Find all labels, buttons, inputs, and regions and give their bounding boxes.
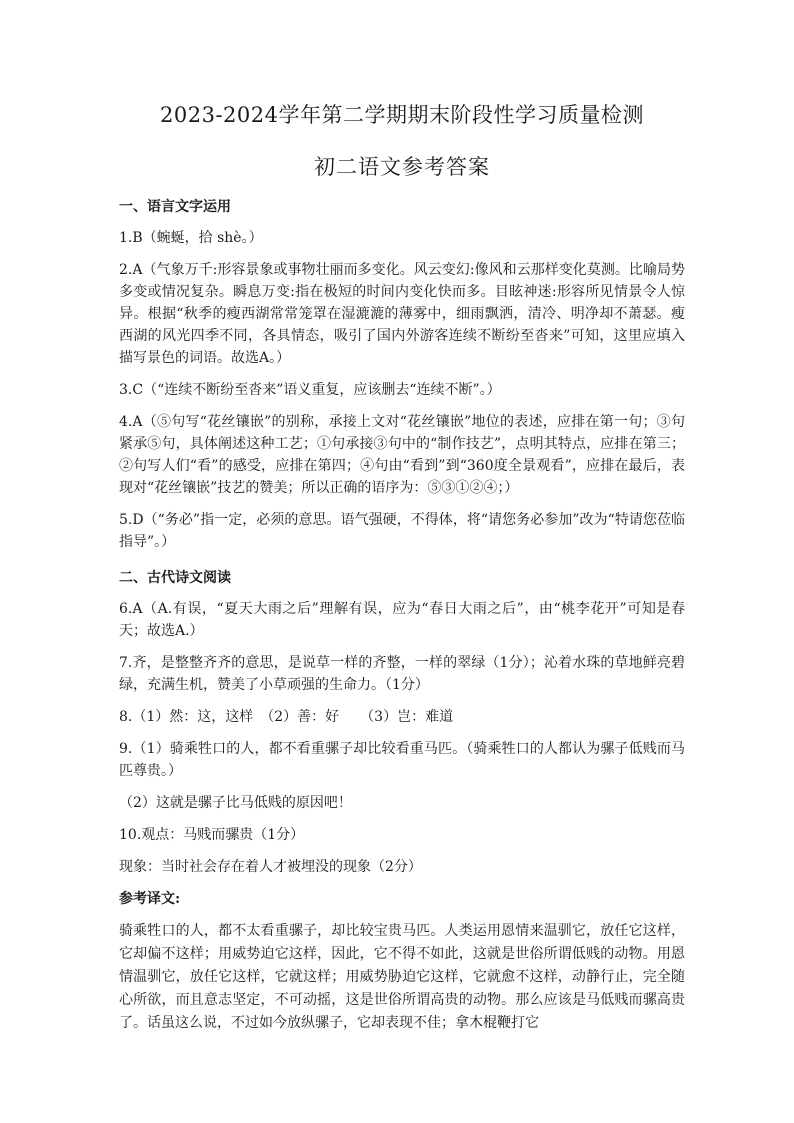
answer-item-6: 6.A（A.有误，“夏天大雨之后”理解有误，应为“春日大雨之后”，由“桃李花开”可知是春天；故选A.）	[119, 601, 685, 639]
answer-sheet	[119, 100, 685, 1035]
answer-item-2: 2.A（气象万千:形容景象或事物壮丽而多变化。风云变幻:像风和云那样变化莫测。比喻局势多变或情况复杂。瞬息万变:指在极短的时间内变化快而多。目眩神迷:形容所见情景令人惊异。根据“秋季的瘦西湖常常笼罩在湿漉漉的薄雾中，细雨飘洒，清冷、明净却不萧瑟。瘦西湖的风光四季不同，各具情态，吸引了国内外游客连续不断纷至沓来”可知，这里应填入描写景色的词语。故选A。）	[119, 262, 685, 366]
exam-title: 2023-2024学年第二学期期末阶段性学习质量检测	[160, 103, 644, 127]
answer-item-5: 5.D（“务必”指一定，必须的意思。语气强硬，不得体，将“请您务必参加”改为“特请您莅临指导”。）	[119, 512, 685, 550]
answer-item-10-phenomenon: 现象：当时社会存在着人才被埋没的现象（2分）	[119, 859, 422, 875]
answer-item-9-1: 9.（1）骑乘牲口的人，都不看重骡子却比较看重马匹。（骑乘牲口的人都认为骡子低贱而马匹尊贵。）	[119, 741, 685, 779]
section-heading-language-use: 一、语言文字运用	[119, 199, 231, 215]
reference-translation-body: 骑乘牲口的人，都不太看重骡子，却比较宝贵马匹。人类运用恩情来温驯它，放任它这样，它却偏不这样；用威势迫它这样，因此，它不得不如此，这就是世俗所谓低贱的动物。用恩情温驯它，放任它这样，它就这样；用威势胁迫它这样，它就愈不这样，动静行止，完全随心所欲，而且意志坚定，不可动摇，这是世俗所谓高贵的动物。那么应该是马低贱而骡高贵了。话虽这么说，不过如今放纵骡子，它却表现不佳；拿木棍鞭打它	[119, 923, 685, 1031]
answer-item-4: 4.A（⑤句写“花丝镶嵌”的别称，承接上文对“花丝镶嵌”地位的表述，应排在第一句；③句紧承⑤句，具体阐述这种工艺；①句承接③句中的“制作技艺”，点明其特点，应排在第三；②句写人们“看”的感受，应排在第四；④句由“看到”到“360度全景观看”，应排在最后，表现对“花丝镶嵌”技艺的赞美；所以正确的语序为：⑤③①②④；）	[119, 414, 685, 496]
answer-item-7: 7.齐，是整整齐齐的意思，是说草一样的齐整，一样的翠绿（1分）；沁着水珠的草地鲜亮碧绿，充满生机，赞美了小草顽强的生命力。（1分）	[119, 655, 685, 693]
answer-key-title: 初二语文参考答案	[314, 155, 490, 179]
answer-item-9-2: （2）这就是骡子比马低贱的原因吧！	[119, 795, 352, 811]
answer-item-10-view: 10.观点：马贱而骡贵（1分）	[119, 827, 305, 843]
answer-item-1: 1.B（蜿蜒，拾 shè。）	[119, 230, 263, 246]
answer-item-3: 3.C（“连续不断纷至沓来”语义重复，应该删去“连续不断”。）	[119, 382, 501, 398]
answer-item-8: 8.（1）然：这，这样 （2）善：好 （3）岂：难道	[119, 709, 454, 725]
reference-translation-heading: 参考译文:	[119, 891, 181, 907]
section-heading-classical-reading: 二、古代诗文阅读	[119, 570, 231, 586]
